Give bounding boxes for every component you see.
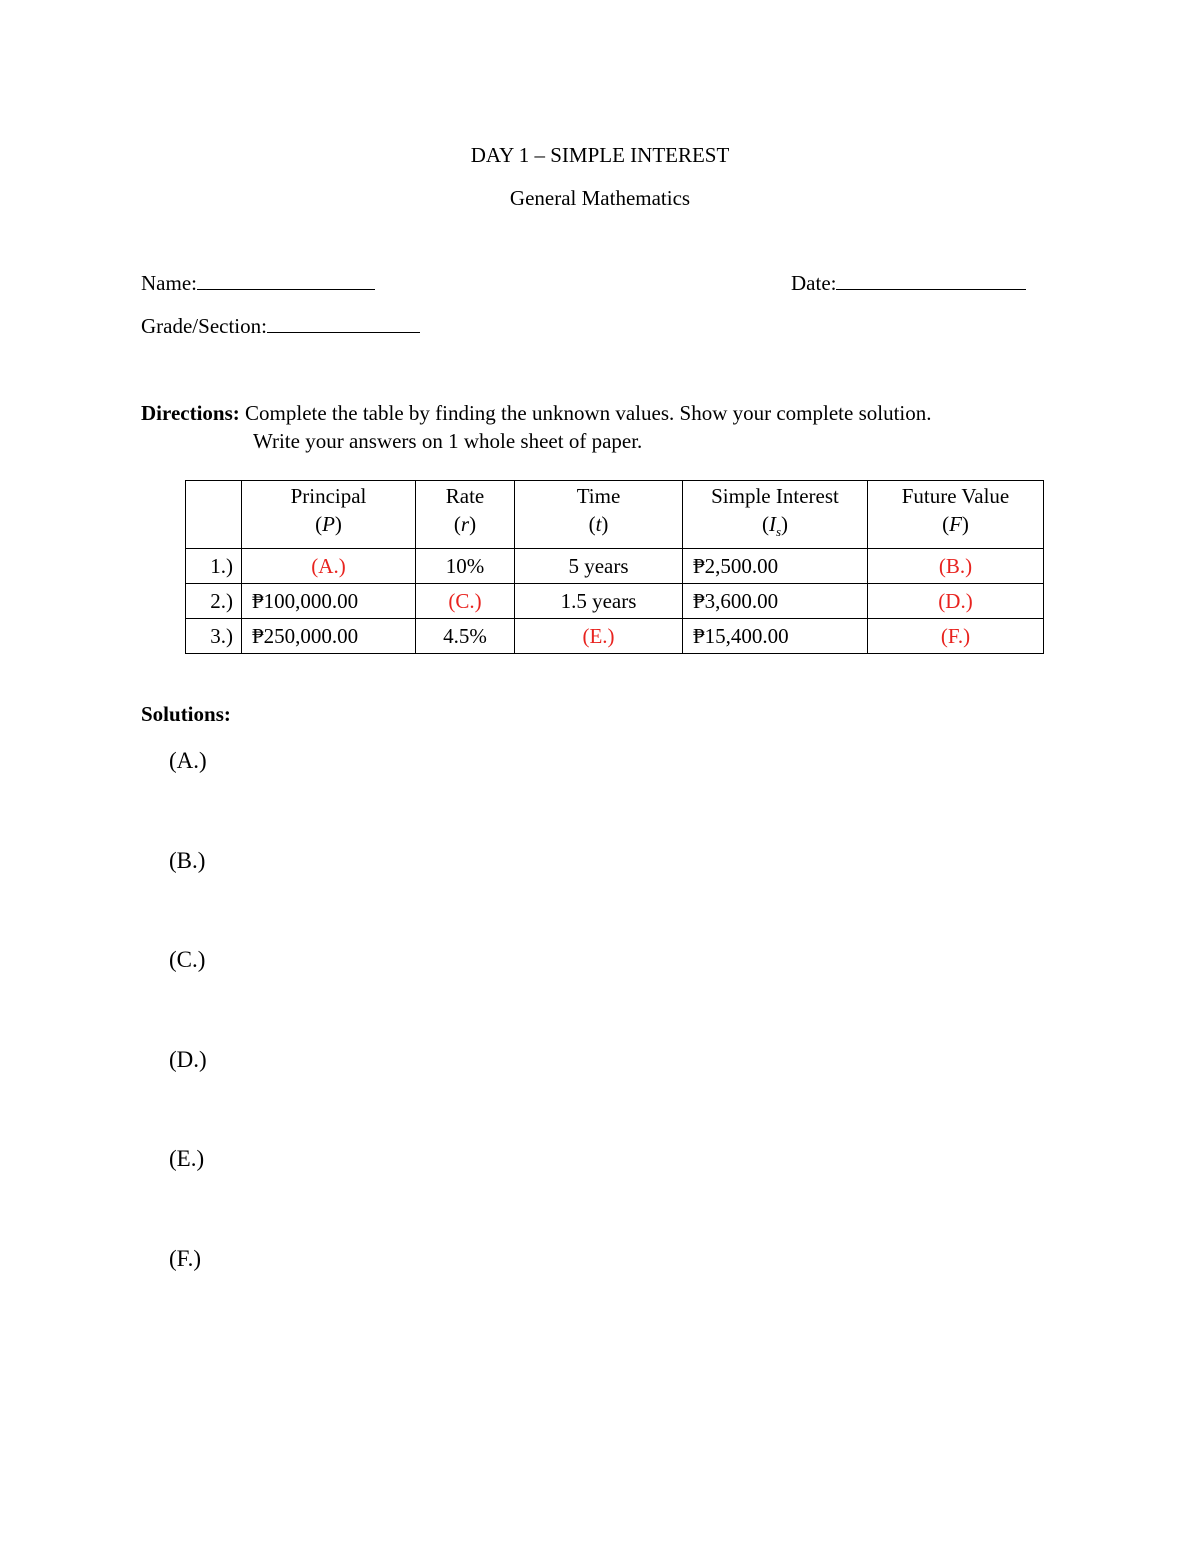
header-cell-time xyxy=(515,481,683,549)
name-label: Name: xyxy=(141,271,197,295)
grade-section-field xyxy=(141,314,420,339)
header-symbol: $(I_s)$ xyxy=(761,512,789,540)
header-cell-future-value xyxy=(868,481,1044,549)
date-blank-line xyxy=(836,271,1026,290)
header-symbol: (P) xyxy=(315,512,342,536)
rate-cell: 10% xyxy=(416,549,515,584)
directions-label: Directions: xyxy=(141,401,240,425)
principal-cell: (A.) xyxy=(242,549,416,584)
grade-section-label: Grade/Section: xyxy=(141,314,267,338)
header-cell-rate xyxy=(416,481,515,549)
time-cell: (E.) xyxy=(515,619,683,654)
solution-item-a: (A.) xyxy=(169,748,207,773)
header-symbol: (F) xyxy=(942,512,969,536)
directions xyxy=(141,399,1061,455)
header-label: Simple Interest xyxy=(711,484,839,508)
problem-table xyxy=(185,480,1044,654)
date-field xyxy=(791,271,1026,296)
date-label: Date: xyxy=(791,271,837,295)
header-symbol: (t) xyxy=(588,512,609,536)
header-label: Future Value xyxy=(901,484,1010,508)
grade-section-blank-line xyxy=(267,314,420,333)
time-cell: 5 years xyxy=(515,549,683,584)
header-label: Time xyxy=(576,484,621,508)
solution-item-e: (E.) xyxy=(169,1146,205,1171)
future-value-cell: (B.) xyxy=(868,549,1044,584)
solutions-label: Solutions: xyxy=(141,702,231,726)
directions-text-line2: Write your answers on 1 whole sheet of paper. xyxy=(253,429,643,453)
header-symbol: (r) xyxy=(453,512,477,536)
header-cell-number xyxy=(186,481,242,549)
header-cell-simple-interest xyxy=(683,481,868,549)
table-header-row xyxy=(186,481,1044,549)
header-label: Rate xyxy=(445,484,485,508)
principal-cell: ₱250,000.00 xyxy=(242,619,416,654)
row-number: 3.) xyxy=(186,619,242,654)
header-cell-principal xyxy=(242,481,416,549)
row-number: 2.) xyxy=(186,584,242,619)
time-cell: 1.5 years xyxy=(515,584,683,619)
interest-cell: ₱15,400.00 xyxy=(683,619,868,654)
row-number: 1.) xyxy=(186,549,242,584)
directions-text-line1: Complete the table by finding the unknown values. Show your complete solution. xyxy=(245,401,932,425)
solution-item-c: (C.) xyxy=(169,947,206,972)
name-field xyxy=(141,271,375,296)
future-value-cell: (F.) xyxy=(868,619,1044,654)
principal-cell: ₱100,000.00 xyxy=(242,584,416,619)
page-subtitle: General Mathematics xyxy=(509,186,691,210)
future-value-cell: (D.) xyxy=(868,584,1044,619)
table-row xyxy=(186,619,1044,654)
solution-item-d: (D.) xyxy=(169,1047,207,1072)
rate-cell: 4.5% xyxy=(416,619,515,654)
solution-item-f: (F.) xyxy=(169,1246,202,1271)
page-title: DAY 1 – SIMPLE INTEREST xyxy=(470,143,730,167)
interest-cell: ₱3,600.00 xyxy=(683,584,868,619)
interest-cell: ₱2,500.00 xyxy=(683,549,868,584)
table-row xyxy=(186,584,1044,619)
table-row xyxy=(186,549,1044,584)
rate-cell: (C.) xyxy=(416,584,515,619)
solution-item-b: (B.) xyxy=(169,848,206,873)
name-blank-line xyxy=(197,271,375,290)
header-label: Principal xyxy=(290,484,367,508)
